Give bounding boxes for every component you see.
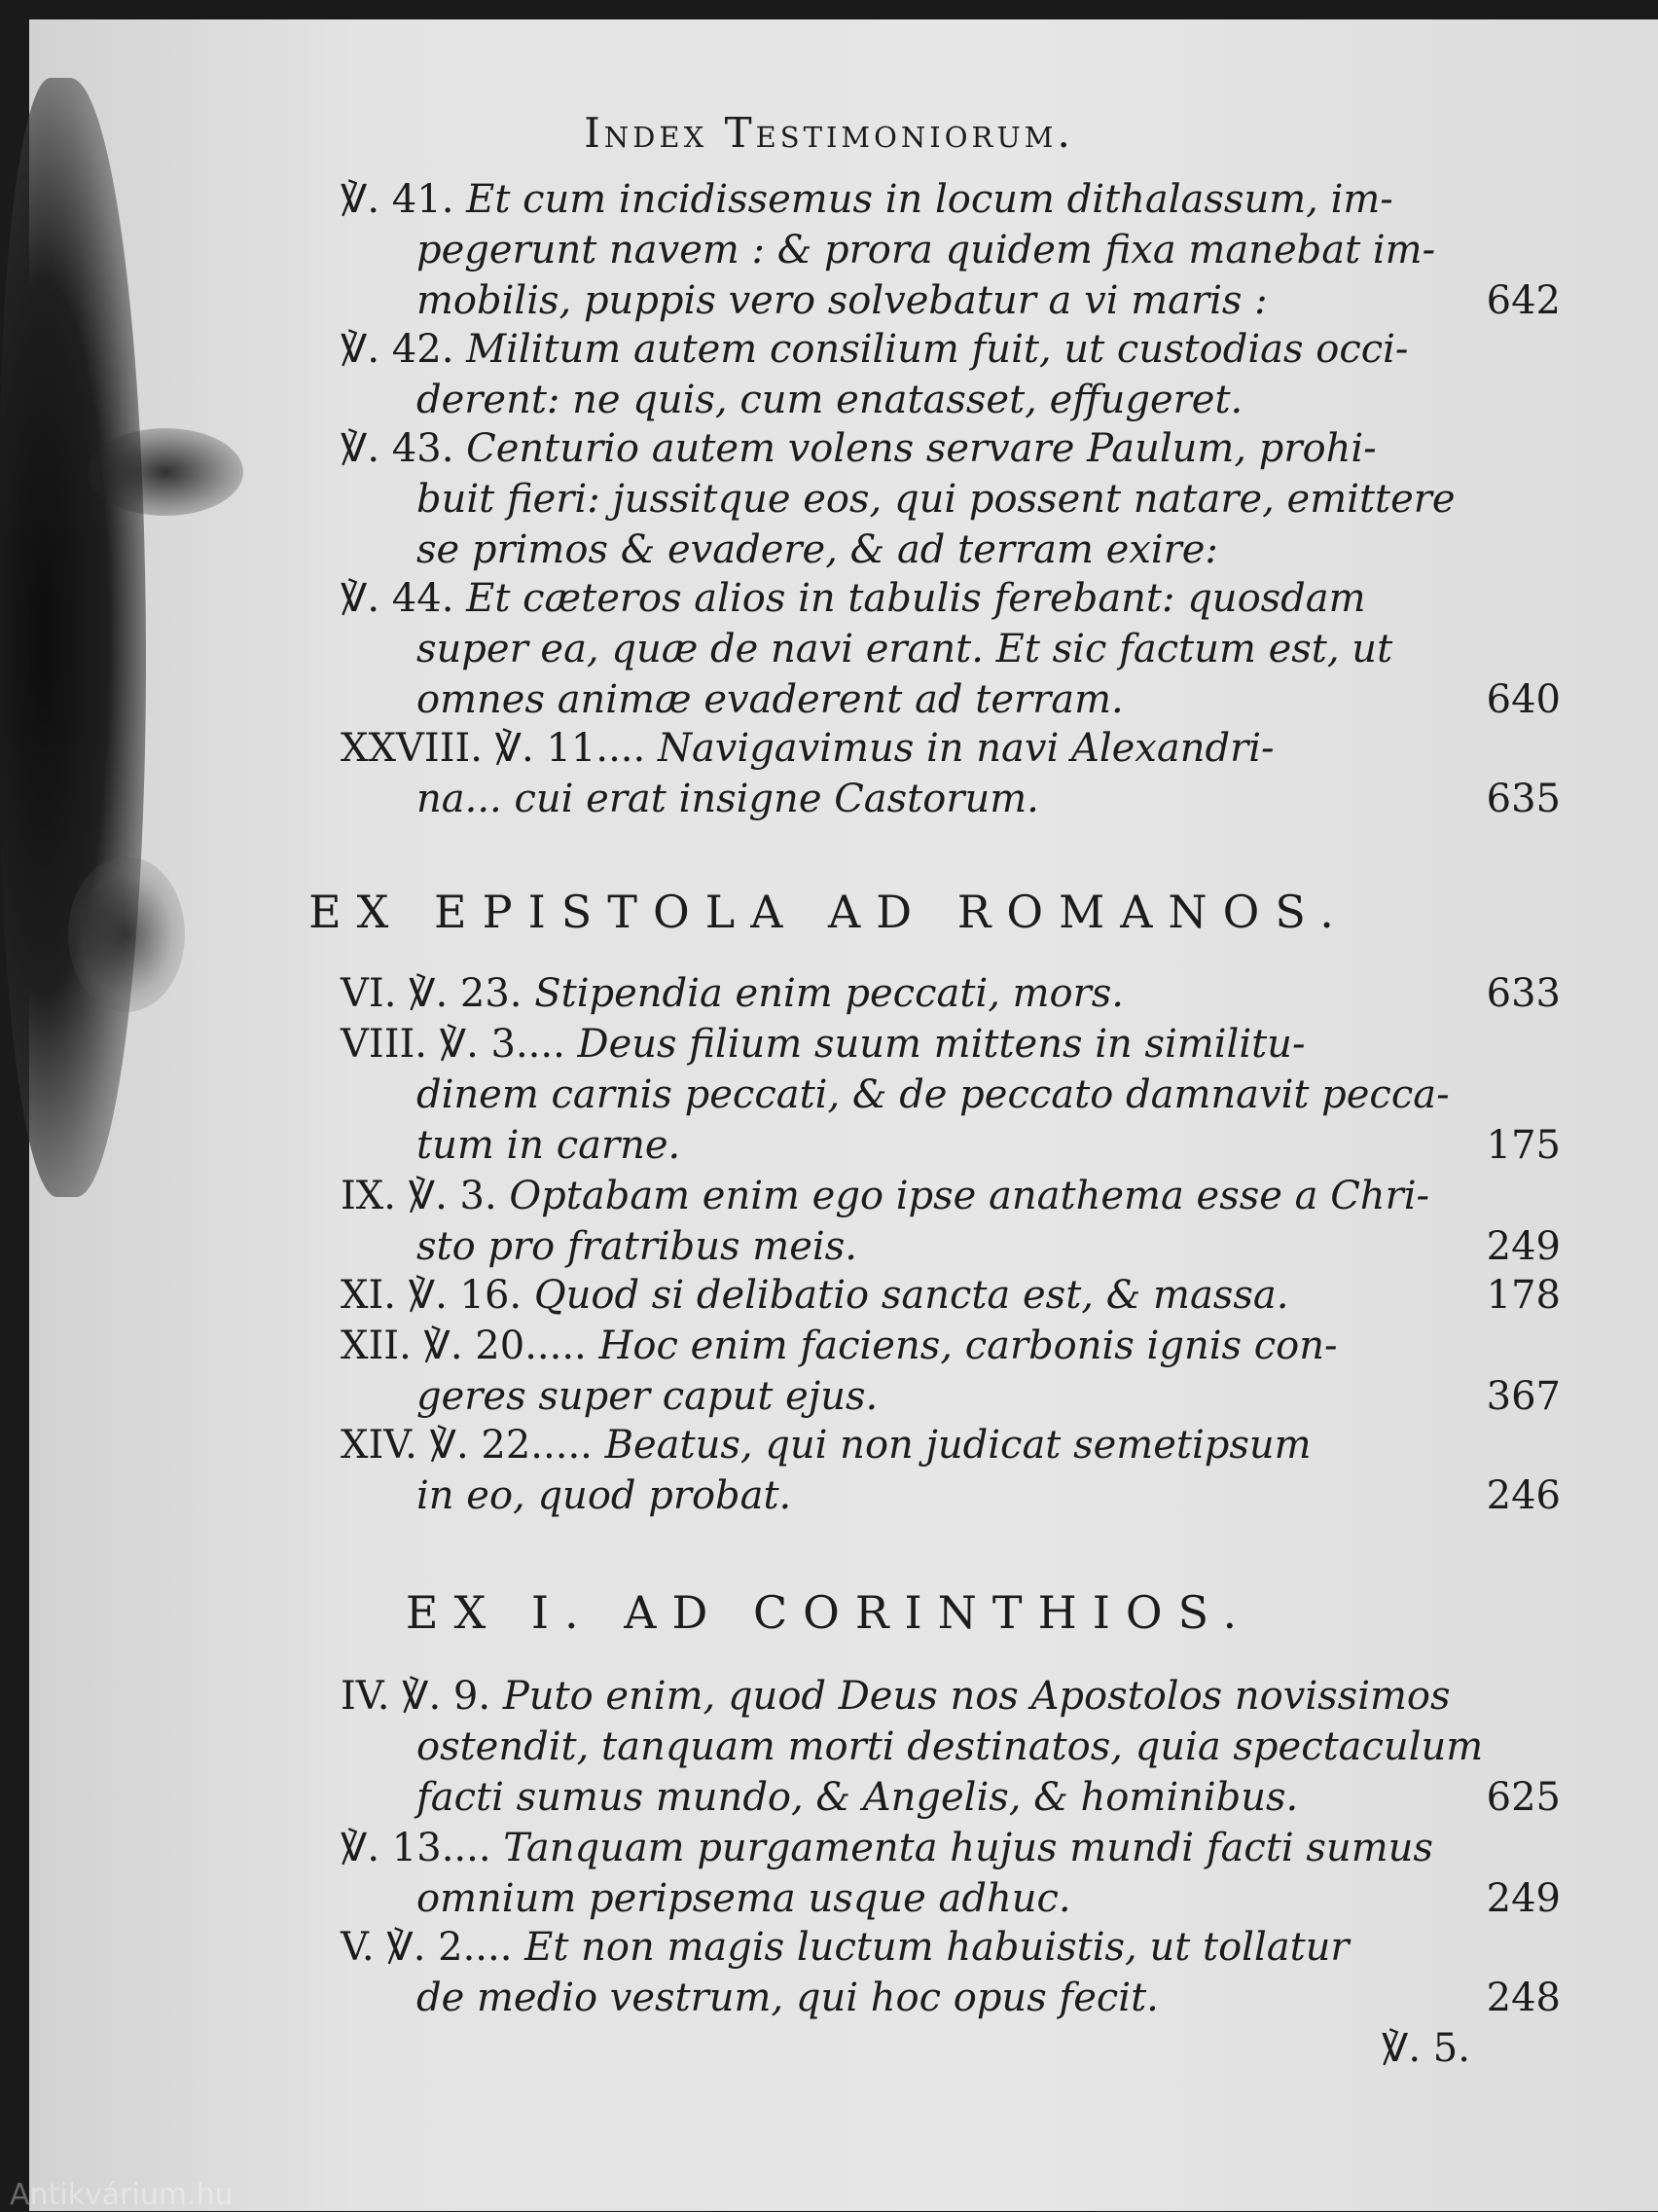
entry-text: Stipendia enim peccati, mors. bbox=[534, 971, 1124, 1016]
entry-reference: ℣. 41. bbox=[341, 177, 454, 222]
entry-continuation: derent: ne quis, cum enatasset, effugeret. bbox=[416, 378, 1244, 422]
entry-text: Tanquam purgamenta hujus mundi facti sumus bbox=[503, 1826, 1433, 1870]
entry-text: Beatus, qui non judicat semetipsum bbox=[604, 1423, 1312, 1468]
running-head: Index Testimoniorum. bbox=[584, 109, 1074, 157]
entry-text: Quod si delibatio sancta est, & massa. bbox=[533, 1273, 1289, 1318]
index-entry bbox=[341, 969, 1124, 1018]
entry-continuation: super ea, quæ de navi erant. Et sic factum est, ut bbox=[416, 627, 1393, 671]
entry-continuation: omnes animæ evaderent ad terram. bbox=[416, 677, 1124, 722]
page-number: 246 bbox=[1486, 1473, 1561, 1518]
entry-continuation: na... cui erat insigne Castorum. bbox=[416, 777, 1039, 821]
index-entry bbox=[341, 1421, 1312, 1469]
entry-continuation: pegerunt navem : & prora quidem fixa manebat im- bbox=[416, 228, 1436, 272]
index-entry bbox=[341, 1020, 1305, 1069]
section-heading-corinthians: EX I. AD CORINTHIOS. bbox=[405, 1586, 1253, 1639]
page-number: 249 bbox=[1486, 1876, 1561, 1921]
entry-continuation: buit fieri: jussitque eos, qui possent natare, emittere bbox=[416, 477, 1456, 522]
page-number: 642 bbox=[1486, 278, 1561, 323]
index-entry bbox=[341, 1923, 1350, 1972]
entry-continuation: tum in carne. bbox=[416, 1123, 681, 1168]
entry-reference: VIII. ℣. 3.... bbox=[341, 1022, 565, 1067]
entry-reference: IX. ℣. 3. bbox=[341, 1174, 497, 1218]
entry-text: Militum autem consilium fuit, ut custodias occi- bbox=[466, 327, 1409, 372]
index-entry bbox=[341, 424, 1377, 473]
entry-text: Et non magis luctum habuistis, ut tollatur bbox=[524, 1925, 1350, 1970]
page-number: 175 bbox=[1486, 1123, 1561, 1168]
page-number: 625 bbox=[1486, 1775, 1561, 1820]
page-number: 249 bbox=[1486, 1224, 1561, 1269]
entry-continuation: sto pro fratribus meis. bbox=[416, 1224, 857, 1269]
section-heading-romans: EX EPISTOLA AD ROMANOS. bbox=[308, 886, 1350, 938]
entry-reference: ℣. 42. bbox=[341, 327, 454, 372]
index-entry bbox=[341, 1172, 1429, 1220]
entry-text: Optabam enim ego ipse anathema esse a Chri- bbox=[509, 1174, 1429, 1218]
page-number: 633 bbox=[1486, 971, 1561, 1016]
index-entry bbox=[341, 175, 1393, 224]
entry-text: Centurio autem volens servare Paulum, prohi- bbox=[466, 426, 1377, 471]
entry-reference: IV. ℣. 9. bbox=[341, 1674, 491, 1719]
entry-reference: VI. ℣. 23. bbox=[341, 971, 523, 1016]
entry-reference: V. ℣. 2.... bbox=[341, 1925, 513, 1970]
entry-continuation: omnium peripsema usque adhuc. bbox=[416, 1876, 1071, 1921]
entry-reference: XI. ℣. 16. bbox=[341, 1273, 523, 1318]
ink-stain bbox=[0, 78, 146, 1197]
page-number: 640 bbox=[1486, 677, 1561, 722]
entry-reference: XIV. ℣. 22..... bbox=[341, 1423, 593, 1468]
index-entry bbox=[341, 724, 1275, 773]
entry-continuation: in eo, quod probat. bbox=[416, 1473, 792, 1518]
entry-continuation: dinem carnis peccati, & de peccato damnavit pecca- bbox=[416, 1072, 1450, 1117]
entry-continuation: facti sumus mundo, & Angelis, & hominibus. bbox=[416, 1775, 1299, 1820]
entry-text: Navigavimus in navi Alexandri- bbox=[657, 726, 1275, 771]
entry-text: Hoc enim faciens, carbonis ignis con- bbox=[598, 1324, 1338, 1368]
entry-reference: ℣. 43. bbox=[341, 426, 454, 471]
catchword: ℣. 5. bbox=[1382, 2026, 1470, 2071]
entry-continuation: geres super caput ejus. bbox=[416, 1374, 879, 1419]
page-number: 367 bbox=[1486, 1374, 1561, 1419]
entry-reference: ℣. 13.... bbox=[341, 1826, 491, 1870]
entry-text: Et cæteros alios in tabulis ferebant: quosdam bbox=[466, 576, 1366, 621]
index-entry bbox=[341, 1824, 1433, 1872]
index-entry bbox=[341, 1271, 1288, 1320]
entry-reference: XXVIII. ℣. 11.... bbox=[341, 726, 646, 771]
index-entry bbox=[341, 1322, 1338, 1370]
entry-reference: ℣. 44. bbox=[341, 576, 454, 621]
page-number: 178 bbox=[1486, 1273, 1561, 1318]
entry-continuation: de medio vestrum, qui hoc opus fecit. bbox=[416, 1976, 1159, 2020]
index-entry bbox=[341, 1672, 1451, 1721]
ink-stain-secondary bbox=[88, 428, 243, 516]
entry-text: Et cum incidissemus in locum dithalassum, im- bbox=[466, 177, 1393, 222]
page-number: 248 bbox=[1486, 1976, 1561, 2020]
entry-continuation: mobilis, puppis vero solvebatur a vi maris : bbox=[416, 278, 1268, 323]
index-entry bbox=[341, 574, 1366, 623]
entry-text: Puto enim, quod Deus nos Apostolos novissimos bbox=[502, 1674, 1451, 1719]
entry-continuation: ostendit, tanquam morti destinatos, quia spectaculum bbox=[416, 1724, 1484, 1769]
index-entry bbox=[341, 325, 1408, 374]
entry-text: Deus filium suum mittens in similitu- bbox=[577, 1022, 1306, 1067]
page-number: 635 bbox=[1486, 777, 1561, 821]
entry-continuation: se primos & evadere, & ad terram exire: bbox=[416, 527, 1218, 572]
entry-reference: XII. ℣. 20..... bbox=[341, 1324, 587, 1368]
watermark: Antikvárium.hu bbox=[10, 2178, 234, 2212]
